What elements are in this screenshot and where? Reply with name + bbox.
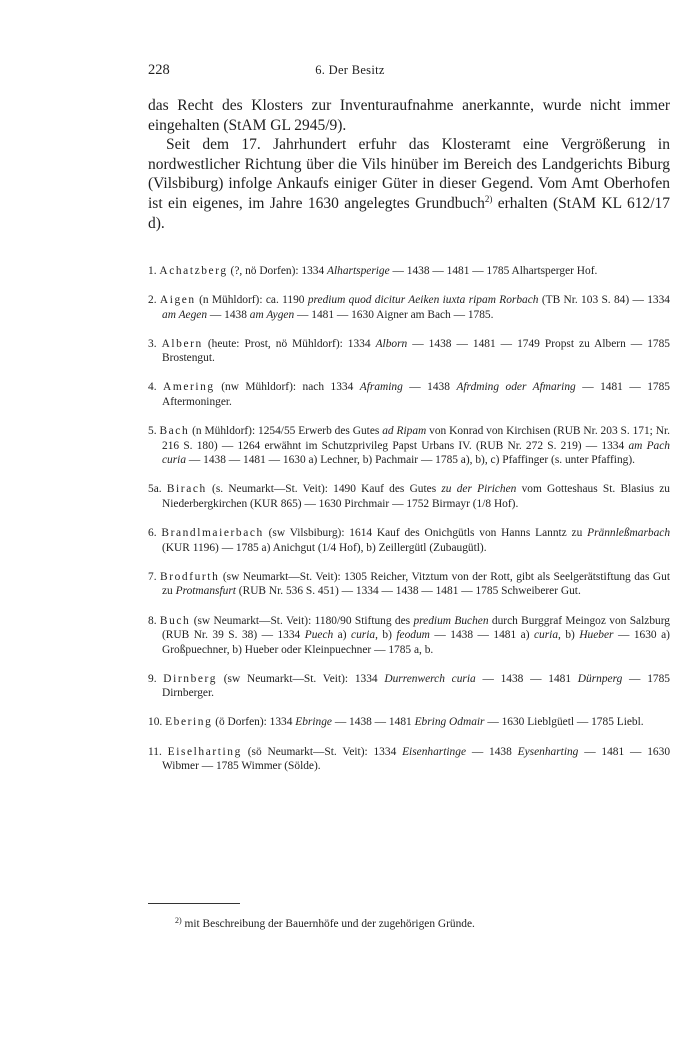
source-quote: am Pach curia — [162, 439, 670, 467]
footnote-separator — [148, 903, 240, 904]
entry-text: (TB Nr. 103 S. 84) — 1334 — [538, 294, 670, 307]
entry-text: , b) — [375, 629, 397, 642]
entry-text: — 1630 Lieblgüetl — 1785 Liebl. — [484, 716, 644, 729]
entry-text: a) — [333, 629, 352, 642]
footnote-text: mit Beschreibung der Bauernhöfe und der zugehörigen Gründe. — [181, 918, 475, 930]
entry-text: — 1438 — 1481 — [331, 716, 415, 729]
entry-number: 8. — [148, 614, 157, 627]
place-entry — [148, 614, 670, 658]
entry-number: 10. — [148, 716, 163, 729]
place-name: Brodfurth — [160, 570, 220, 583]
entry-text: — 1438 — 1481 a) — [429, 629, 534, 642]
entry-number: 2. — [148, 294, 157, 307]
source-quote: Ebringe — [295, 716, 332, 729]
place-entry — [148, 672, 670, 701]
paragraph-text: erhalten (StAM KL 612/17 d). — [148, 194, 670, 232]
entry-number: 5a. — [148, 483, 162, 496]
source-quote: zu der Pirichen — [441, 483, 517, 496]
place-entry — [148, 293, 670, 322]
place-name: Aigen — [159, 294, 196, 307]
source-quote: predium Buchen — [413, 614, 489, 627]
entry-number: 9. — [148, 672, 157, 685]
entry-text: (n Mühldorf): ca. 1190 — [195, 294, 308, 307]
source-quote: Prännleßmarbach — [587, 527, 671, 540]
place-entry — [148, 337, 670, 366]
source-quote: feodum — [396, 629, 430, 642]
entry-text: — 1438 — 1481 — 1630 a) Lechner, b) Pachmair — 1785 a), b), c) Pfaffinger (s. unter Pfaffing). — [186, 454, 635, 467]
entry-text: — 1438 — [207, 308, 250, 321]
entry-number: 1. — [148, 265, 157, 277]
place-name: Birach — [166, 483, 207, 496]
entry-text: (n Mühldorf): 1254/55 Erwerb des Gutes — [189, 425, 383, 438]
source-quote: Afrdming oder Afmaring — [456, 381, 576, 394]
source-quote: curia — [533, 629, 559, 642]
place-name: Brandlmaierbach — [161, 527, 264, 540]
place-entry — [148, 482, 670, 511]
source-quote: Ebring Odmair — [414, 716, 485, 729]
entry-text: — 1438 — 1481 — 1785 Alhartsperger Hof. — [389, 265, 598, 277]
entry-text: — 1481 — 1630 Wibmer — 1785 Wimmer (Sölde). — [162, 745, 671, 773]
source-quote: Eisenhartinge — [402, 745, 466, 758]
entry-text: (s. Neumarkt—St. Veit): 1490 Kauf des Gutes — [206, 483, 442, 496]
entry-text: (KUR 1196) — 1785 a) Anichgut (1/4 Hof), b) Zeillergütl (Zubaugütl). — [162, 541, 487, 554]
source-quote: Alhartsperige — [327, 265, 390, 277]
entry-number: 5. — [148, 425, 157, 438]
entry-text: — 1438 — [402, 381, 457, 394]
entry-text: (sw Vilsbiburg): 1614 Kauf des Onichgütls von Hanns Lanntz zu — [263, 527, 588, 540]
place-entry — [148, 380, 670, 409]
footnote-mark: 2) — [175, 916, 182, 925]
source-quote: Eysenharting — [517, 745, 579, 758]
entry-text: — 1785 Dirnberger. — [162, 672, 670, 700]
source-quote: Aframing — [359, 381, 403, 394]
entry-text: (sw Neumarkt—St. Veit): 1305 Reicher, Vitztum von der Rott, gibt als Seelgerätstiftung das Gut zu — [162, 570, 670, 598]
place-name: Achatzberg — [159, 265, 228, 277]
place-name: Buch — [159, 614, 191, 627]
entry-text: — 1481 — 1630 Aigner am Bach — 1785. — [294, 308, 494, 321]
entry-text: (heute: Prost, nö Mühldorf): 1334 — [202, 337, 376, 350]
entry-text: vom Gotteshaus St. Blasius zu Niederbergkirchen (KUR 865) — 1630 Pirchmair — 1752 Birmayr (1/8 Hof). — [162, 483, 670, 511]
entry-text: , b) — [558, 629, 580, 642]
source-quote: Dürnperg — [577, 672, 623, 685]
body-text — [148, 96, 670, 233]
entry-text: (RUB Nr. 536 S. 451) — 1334 — 1438 — 1481 — 1785 Schweiberer Gut. — [235, 585, 581, 598]
page-number: 228 — [148, 62, 170, 78]
source-quote: am Aygen — [249, 308, 295, 321]
source-quote: Hueber — [579, 629, 614, 642]
source-quote: Alborn — [375, 337, 408, 350]
entry-text: (sö Neumarkt—St. Veit): 1334 — [241, 745, 403, 758]
place-entry — [148, 745, 670, 774]
entry-number: 3. — [148, 337, 157, 350]
entry-number: 6. — [148, 527, 157, 540]
place-name: Amering — [163, 381, 215, 394]
entry-number: 4. — [148, 381, 157, 394]
place-entry — [148, 424, 670, 468]
entry-text: von Konrad von Kirchisen (RUB Nr. 203 S. 171; Nr. 216 S. 180) — 1264 erwähnt im Schutzprivileg Papst Urbans IV. (RUB Nr. 272 S. 219) — 1334 — [162, 425, 670, 452]
place-name: Bach — [159, 425, 190, 438]
entry-text: — 1438 — [466, 745, 518, 758]
entry-text: — 1481 — 1785 Aftermoninger. — [162, 381, 670, 409]
entry-number: 11. — [148, 745, 162, 758]
footnote — [175, 918, 475, 930]
source-quote: Durrenwerch curia — [384, 672, 476, 685]
entry-text: durch Burggraf Meingoz von Salzburg (RUB Nr. 39 S. 38) — 1334 — [162, 614, 670, 642]
footnote-reference: 2) — [484, 193, 493, 204]
place-entry-list — [148, 264, 670, 788]
entry-text: (ö Dorfen): 1334 — [212, 716, 296, 729]
source-quote: ad Ripam — [382, 425, 427, 438]
place-entry — [148, 715, 670, 730]
source-quote: Puech — [304, 629, 334, 642]
place-entry — [148, 570, 670, 599]
entry-text: (sw Neumarkt—St. Veit): 1180/90 Stiftung des — [190, 614, 414, 627]
paragraph — [148, 135, 670, 233]
place-name: Ebering — [165, 716, 213, 729]
source-quote: am Aegen — [162, 308, 208, 321]
place-name: Dirnberg — [163, 672, 218, 685]
entry-text: (?, nö Dorfen): 1334 — [227, 265, 328, 277]
place-name: Eiselharting — [167, 745, 242, 758]
place-entry — [148, 526, 670, 555]
source-quote: Protmansfurt — [175, 585, 236, 598]
source-quote: curia — [351, 629, 376, 642]
running-head: 6. Der Besitz — [315, 63, 385, 77]
place-entry — [148, 264, 670, 279]
entry-text: (nw Mühldorf): nach 1334 — [214, 381, 360, 394]
place-name: Albern — [161, 337, 203, 350]
entry-text: — 1438 — 1481 — 1749 Propst zu Albern — 1785 Brostengut. — [162, 337, 670, 365]
entry-number: 7. — [148, 570, 157, 583]
paragraph-text: Seit dem 17. Jahrhundert erfuhr das Klosteramt eine Vergrößerung in nordwestlicher Richtung über die Vils hinüber im Bereich des Landgerichts Biburg (Vilsbiburg) infolge Ankaufs einiger Güter in dieser Gegend. Vom Amt Oberhofen ist ein eigenes, im Jahre 1630 angelegtes Grundbuch — [148, 136, 670, 212]
paragraph: das Recht des Klosters zur Inventuraufnahme anerkannte, wurde nicht immer eingehalten (StAM GL 2945/9). — [148, 97, 670, 134]
source-quote: predium quod dicitur Aeiken iuxta ripam Rorbach — [307, 294, 539, 307]
entry-text: — 1438 — 1481 — [475, 672, 578, 685]
entry-text: — 1630 a) Großpuechner, b) Hueber oder Kleinpuechner — 1785 a, b. — [162, 629, 670, 656]
entry-text: (sw Neumarkt—St. Veit): 1334 — [217, 672, 385, 685]
